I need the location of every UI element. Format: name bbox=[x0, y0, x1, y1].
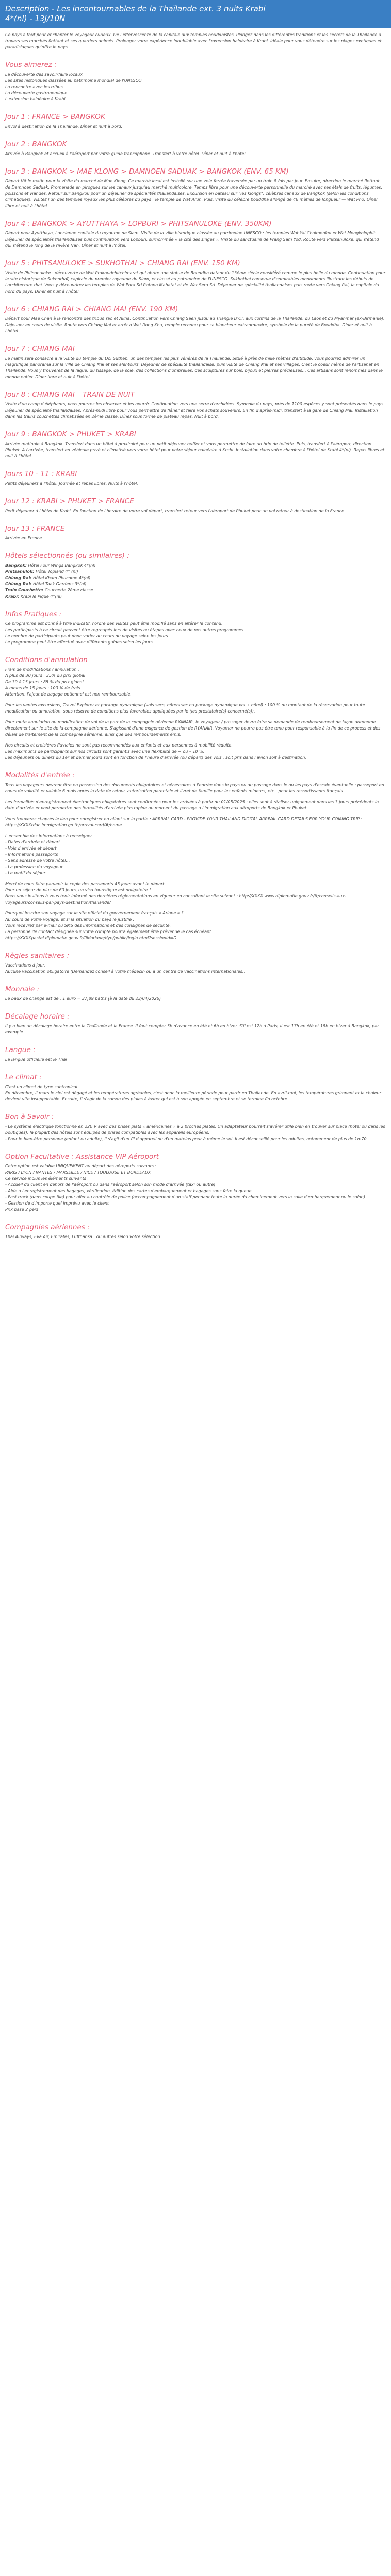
section-paragraph: En décembre, il mars le ciel est dégagé et les températures agréables, c'est donc la meilleure période pour partir en Thaïlande. En avril-mai, les températures grimpent et la chaleur devient vite insupportable. Ensuite, il s'agit de la saison des pluies à éviter qui est à son apogée en septembre et se termine fin octobre. bbox=[5, 1091, 381, 1101]
section-title: Conditions d'annulation bbox=[5, 656, 88, 664]
section-title: Jour 7 : CHIANG MAI bbox=[5, 345, 75, 353]
section-title: Jour 5 : PHITSANULOKE > SUKHOTHAI > CHIANG RAI (ENV. 150 KM) bbox=[5, 259, 240, 267]
hotel-name: Hôtel Taak Gardens 3*(nl) bbox=[32, 582, 87, 586]
block-line: Pour toute annulation ou modification de vol de la part de la compagnie aérienne RYANAIR, le voyageur / passager devra faire sa demande de remboursement de façon autonome directement sur le site de la compagnie aérienne. S'agissant d'une exigence de gestion de RYANAIR, Voyamar ne pourra pas être tenu pour responsable à la fin de ce process et des délais de traitement de la compagnie aérienne, ainsi que des remboursements émis. bbox=[5, 720, 381, 737]
hotel-row bbox=[5, 575, 386, 581]
block-line: - La profession du voyageur bbox=[5, 865, 63, 869]
section-title: Monnaie : bbox=[5, 985, 40, 993]
hotel-city: Train Couchette: bbox=[5, 588, 44, 592]
page-banner bbox=[0, 0, 391, 28]
section bbox=[5, 610, 386, 646]
section-paragraph: La langue officielle est le Thaï bbox=[5, 1057, 67, 1062]
section-block bbox=[5, 910, 386, 941]
section-title: Jour 3 : BANGKOK > MAE KLONG > DAMNOEN SADUAK > BANGKOK (ENV. 65 KM) bbox=[5, 167, 289, 176]
section bbox=[5, 771, 386, 941]
section-title: Jour 4 : BANGKOK > AYUTTHAYA > LOPBURI > PHITSANULOKE (ENV. 350KM) bbox=[5, 219, 272, 228]
section-paragraph: - Aide à l'enregistrement des bagages, vérification, édition des cartes d'embarquement et bagages sans faire la queue bbox=[5, 1189, 252, 1193]
hotel-name: Hôtel Kham Phucome 4*(nl) bbox=[32, 575, 91, 580]
block-line: Frais de modifications / annulation : bbox=[5, 667, 79, 672]
section-paragraph: Arrivée matinale à Bangkok. Transfert dans un hôtel à proximité pour un petit déjeuner buffet et vous permettre de faire un brin de toilette. Puis, transfert à l'aéroport, direction Phuket. A l'arrivée, transfert en véhicule privé et climatisé vers votre hôtel pour votre séjour balnéaire à Krabi. Installation dans votre chambre à l'hôtel de Krabi 4*(nl). Repas libres et nuit à l'hôtel. bbox=[5, 442, 385, 459]
hotel-row bbox=[5, 587, 386, 594]
section-title: Jour 12 : KRABI > PHUKET > FRANCE bbox=[5, 497, 134, 505]
page bbox=[0, 0, 391, 1271]
section-title: Hôtels sélectionnés (ou similaires) : bbox=[5, 552, 129, 560]
section-paragraph: Envol à destination de la Thaïlande. Dîner et nuit à bord. bbox=[5, 124, 123, 129]
section bbox=[5, 430, 386, 460]
section-paragraph: Arrivée en France. bbox=[5, 536, 43, 540]
hotel-name: Hôtel Four Wings Bangkok 4*(nl) bbox=[28, 563, 96, 568]
section-line: Aucune vaccination obligatoire (Demandez conseil à votre médecin ou à un centre de vaccinations internationales). bbox=[5, 969, 246, 974]
section-paragraph: Prix base 2 pers bbox=[5, 1207, 39, 1212]
block-line: Les maximums de participants sur nos circuits sont garantis avec une flexibilité de + ou – 10 %. bbox=[5, 749, 205, 754]
block-line: De 30 à 15 jours : 85 % du prix global bbox=[5, 680, 84, 684]
block-line: https://XXXXpastel.diplomatie.gouv.fr/fildariane/dyn/public/login.html?sessionId=D bbox=[5, 936, 177, 940]
section bbox=[5, 61, 386, 103]
section-title: Règles sanitaires : bbox=[5, 952, 70, 960]
section-title: Bon à Savoir : bbox=[5, 1113, 54, 1121]
section-block bbox=[5, 702, 386, 715]
section bbox=[5, 167, 386, 209]
section-block bbox=[5, 799, 386, 811]
section-title: Jour 6 : CHIANG RAI > CHIANG MAI (ENV. 190 KM) bbox=[5, 305, 178, 313]
section-line: Vaccinations à jour. bbox=[5, 963, 45, 968]
section bbox=[5, 1046, 386, 1063]
section-title: Option Facultative : Assistance VIP Aéroport bbox=[5, 1153, 159, 1161]
section-block bbox=[5, 833, 386, 876]
section-title: Jour 2 : BANGKOK bbox=[5, 140, 67, 148]
section-title: Le climat : bbox=[5, 1073, 42, 1081]
block-line: - Sans adresse de votre hôtel… bbox=[5, 858, 70, 863]
section-block bbox=[5, 742, 386, 761]
section-title: Vous aimerez : bbox=[5, 61, 57, 69]
section-line: Les participants à ce circuit peuvent être regroupés lors de visites ou étapes avec ceux de nos autres programmes. bbox=[5, 628, 245, 632]
section-block bbox=[5, 816, 386, 828]
section bbox=[5, 219, 386, 249]
block-line: Tous les voyageurs devront être en possession des documents obligatoires et nécessaires à l'entrée dans le pays ou au passage dans le ou les pays d'escale éventuelle : passeport en cours de validité et valable 6 mois après la date de retour, autorisation parentale et livret de famille pour les enfants mineurs, etc…pour les ressortissants français. bbox=[5, 783, 384, 793]
block-line: Pourquoi inscrire son voyage sur le site officiel du gouvernement français « Ariane » ? bbox=[5, 911, 184, 916]
section-line: La découverte des savoir-faire locaux bbox=[5, 72, 83, 77]
block-line: Nous vous invitons à vous tenir informé des dernières réglementations en vigueur en consultant le site suivant : http://XXXX.www.diplomatie.gouv.fr/fr/conseils-aux-voyageurs/conseils-par-pays-destination/thailande/ bbox=[5, 894, 346, 905]
section-paragraph: Ce service inclus les éléments suivants : bbox=[5, 1176, 89, 1181]
section-line: Ce programme est donné à titre indicatif, l'ordre des visites peut être modifié sans en altérer le contenu. bbox=[5, 621, 223, 626]
intro-paragraph: Ce pays a tout pour enchanter le voyageur curieux. De l'effervescente de la capitale aux temples bouddhistes. Plongez dans les différentes traditions et les secrets de la Thaïlande à travers ses marchés flottant et ses quartiers animés. Prolonger votre expérience inoubliable avec l'extension balnéaire à Krabi, idéale pour vous détendre sur les plages exotiques et paradisiaques qu'offre le pays. bbox=[5, 32, 382, 49]
section-paragraph: - Accueil du client en dehors de l'aéroport ou dans l'aéroport selon son mode d'arrivée (taxi ou autre) bbox=[5, 1182, 216, 1187]
block-line: A plus de 30 jours : 35% du prix global bbox=[5, 673, 86, 678]
banner-title-line1: Description - Les incontournables de la Thaïlande ext. 3 nuits Krabi bbox=[5, 4, 266, 13]
section-paragraph: Thaï Airways, Eva Air, Emirates, Lufthansa…ou autres selon votre sélection bbox=[5, 1234, 160, 1239]
block-line: Nos circuits et croisières fluviales ne sont pas recommandés aux enfants et aux personnes à mobilité réduite. bbox=[5, 743, 233, 748]
section-title: Jour 1 : FRANCE > BANGKOK bbox=[5, 113, 105, 121]
hotel-city: Bangkok: bbox=[5, 563, 27, 568]
section bbox=[5, 345, 386, 380]
block-line: Les déjeuners ou dîners du 1er et dernier jours sont en fonction de l'heure d'arrivée (ou départ) des vols : soit pris dans l'avion soit à destination. bbox=[5, 755, 306, 760]
block-line: - Dates d'arrivée et départ bbox=[5, 840, 60, 844]
section-paragraph: Visite de Phitsanuloke : découverte de Wat Prakoudchitchimarat qui abrite une statue de Bouddha datant du 13ème siècle considéré comme le plus belle du monde. Continuation pour le site historique de Sukhothaï, capitale du premier royaume du Siam, et classé au patrimoine de l'UNESCO. Sukhothaï conserve d'admirables monuments illustrant les débuts de l'architecture thaï. Vous y découvrirez les temples de Wat Phra Sri Ratana Mahatat et de Wat Sera Sri. Déjeuner de spécialité thaïlandaises puis route vers Chiang Rai, la capitale du nord du pays. Dîner et nuit à l'hôtel. bbox=[5, 270, 386, 294]
hotel-city: Krabi: bbox=[5, 594, 20, 599]
hotel-name: Hôtel Topland 4* (nl) bbox=[35, 569, 78, 574]
block-line: Au cours de votre voyage, et si la situation du pays le justifie : bbox=[5, 917, 135, 922]
section-block bbox=[5, 667, 386, 698]
section bbox=[5, 552, 386, 600]
block-line: L'ensemble des informations à renseigner : bbox=[5, 834, 95, 838]
section-title: Compagnies aériennes : bbox=[5, 1223, 90, 1231]
section-paragraph: Le matin sera consacré à la visite du temple du Doi Suthep, un des temples les plus vénérés de la Thaïlande. Situé à près de mille mètres d'altitude, vous pourrez admirer un magnifique panorama sur la ville de Chiang Mai et ses alentours. Déjeuner de spécialité thaïlandaise, puis visite de Chiang Mai et ses villages. C'est le coeur même de l'artisanat en Thaïlande. Vous y trouverez de la laque, du tissage, de la soie, des collections d'ombrelles, des sculptures sur bois, bijoux et pierres précieuses… Ces artisans sont renommés dans le monde entier. Dîner libre et nuit à l'hôtel. bbox=[5, 356, 383, 379]
hotel-row bbox=[5, 563, 386, 569]
section-paragraph: Cette option est valable UNIQUEMENT au départ des aéroports suivants : bbox=[5, 1164, 157, 1168]
section bbox=[5, 113, 386, 130]
section bbox=[5, 656, 386, 761]
section-title: Jour 13 : FRANCE bbox=[5, 524, 65, 533]
section-paragraph: - Fast track (dans coupe file) pour aller au contrôle de police (accompagnement d'un staff pendant toute la durée du cheminement vers la salle d'embarquement ou le salon) bbox=[5, 1195, 365, 1199]
section-paragraph: Petit déjeuner à l'hôtel de Krabi. En fonction de l'horaire de votre vol départ, transfert retour vers l'aéroport de Phuket pour un vol retour à destination de la France. bbox=[5, 509, 346, 513]
section-line: Les sites historiques classées au patrimoine mondial de l'UNESCO bbox=[5, 78, 142, 83]
block-line: Vous recevrez par e-mail ou SMS des informations et des consignes de sécurité. bbox=[5, 923, 171, 928]
section-paragraph: Arrivée à Bangkok et accueil à l'aéroport par votre guide francophone. Transfert à votre hôtel. Dîner et nuit à l'hôtel. bbox=[5, 151, 247, 156]
section bbox=[5, 952, 386, 975]
hotel-row bbox=[5, 581, 386, 587]
section-paragraph: - Pour le bien-être personne (enfant ou adulte), il s'agit d'un fil d'appareil ou d'un matelas pour à même le sol. Il est déconseillé pour les adultes, notamment de plus de 1m70. bbox=[5, 1137, 368, 1141]
hotel-city: Chiang Rai: bbox=[5, 582, 32, 586]
section-paragraph: PARIS / LYON / NANTES / MARSEILLE / NICE / TOULOUSE ET BORDEAUX bbox=[5, 1170, 151, 1175]
section bbox=[5, 1012, 386, 1036]
section-line: Le nombre de participants peut donc varier au cours du voyage selon les jours. bbox=[5, 634, 170, 638]
hotel-city: Chiang Rai: bbox=[5, 575, 32, 580]
hotel-city: Phitsanulok: bbox=[5, 569, 35, 574]
section bbox=[5, 985, 386, 1002]
section-paragraph: C'est un climat de type subtropical. bbox=[5, 1084, 79, 1089]
section-paragraph: Visite d'un camp d'éléphants, vous pourrez les observer et les nourrir. Continuation vers une serre d'orchidées. Symbole du pays, près de 1100 espèces y sont présentés dans le pays. Déjeuner de spécialité thaïlandaises. Après-midi libre pour vous permettre de flâner et faire vos achats souvenirs. En fin d'après-midi, transfert à la gare de Chiang Mai. Installation dans les trains couchettes climatisées en 2ème classe. Dîner sous forme de plateau repas. Nuit à bord. bbox=[5, 402, 385, 419]
block-line: - Informations passeports bbox=[5, 852, 58, 857]
section-block bbox=[5, 881, 386, 906]
banner-title-line2: 4*(nl) - 13J/10N bbox=[5, 14, 66, 23]
section bbox=[5, 1223, 386, 1240]
sections-container bbox=[5, 61, 386, 1240]
section-paragraph: - Gestion de d'Importe quel imprévu avec le client bbox=[5, 1201, 109, 1206]
section-block bbox=[5, 719, 386, 738]
section bbox=[5, 391, 386, 420]
section-line: L'extension balnéaire à Krabi bbox=[5, 97, 66, 101]
block-line: Attention, l'ajout de bagage optionnel est non remboursable. bbox=[5, 692, 132, 697]
block-line: Pour un séjour de plus de 60 jours, un visa touristique est obligatoire ! bbox=[5, 888, 151, 892]
section-title: Infos Pratiques : bbox=[5, 610, 62, 618]
section bbox=[5, 305, 386, 334]
hotel-row bbox=[5, 594, 386, 600]
section-paragraph: Le baux de change est de : 1 euro = 37,89 baths (à la date du 23/04/2026) bbox=[5, 996, 161, 1001]
block-line: Vous trouverez ci-après le lien pour enregistrer en allant sur la partie : ARRIVAL CARD - PROVIDE YOUR THAILAND DIGITAL ARRIVAL CARD DETAILS FOR YOUR COMING TRIP : https://XXXXtdac.immigration.go.th/arrival-card/#/home bbox=[5, 817, 363, 827]
block-line: - Vols d'arrivée et départ bbox=[5, 846, 57, 851]
section-paragraph: Départ pour Ayutthaya, l'ancienne capitale du royaume de Siam. Visite de la ville historique classée au patrimoine UNESCO : les temples Wat Yai Chaimonkol et Wat Mongkolophit. Déjeuner de spécialités thaïlandaises puis continuation vers Lopburi, surnommée « la cité des singes ». Visite du sanctuaire de Prang Sam Yod. Route vers Phitsanuloke, qui s'étend qui s'étend le long de la rivière Nan. Dîner et nuit à l'hôtel. bbox=[5, 231, 379, 248]
section bbox=[5, 1113, 386, 1142]
section bbox=[5, 1153, 386, 1213]
block-line: Les formalités d'enregistrement électroniques obligatoires sont confirmées pour les arrivées à partir du 01/05/2025 : elles sont à réaliser uniquement dans les 3 jours précédents la date d'arrivée et vont permettre des formalités d'arrivée plus rapide au moment du passage à l'immigration aux aéroports de Bangkok et Phuket. bbox=[5, 800, 379, 810]
section-block bbox=[5, 782, 386, 794]
section-paragraph: - Le système électrique fonctionne en 220 V avec des prises plats « américaines » à 2 broches plates. Un adaptateur pourrait s'avérer utile bien en trouver sur place (hôtel ou dans les boutiques), la plupart des hôtels sont équipés de prises compatibles avec les appareils européens. bbox=[5, 1124, 385, 1135]
section-line: Le programme peut être effectué avec différents guides selon les jours. bbox=[5, 640, 154, 645]
hotel-row bbox=[5, 569, 386, 575]
section-line: La rencontre avec les tribus bbox=[5, 84, 63, 89]
hotel-name: Krabi le Pique 4*(nl) bbox=[20, 594, 62, 599]
section bbox=[5, 497, 386, 514]
block-line: La personne de contact désignée sur votre compte pourra également être prévenue le cas échéant. bbox=[5, 929, 213, 934]
section-title: Jour 8 : CHIANG MAI – TRAIN DE NUIT bbox=[5, 391, 135, 399]
section-paragraph: Il y a bien un décalage horaire entre la Thaïlande et la France. Il faut compter 5h d'avance en été et 6h en hiver. S'il est 12h à Paris, il est 17h en été et 18h en hiver à Bangkok, par exemple. bbox=[5, 1024, 379, 1035]
section bbox=[5, 259, 386, 295]
section-title: Jour 9 : BANGKOK > PHUKET > KRABI bbox=[5, 430, 136, 438]
main-content bbox=[0, 28, 391, 1240]
section-line: La découverte gastronomique bbox=[5, 91, 68, 95]
section-paragraph: Départ pour Mae Chan à la rencontre des tribus Yao et Akha. Continuation vers Chiang Saen jusqu'au Triangle D'Or, aux confins de la Thaïlande, du Laos et du Myanmar (ex-Birmanie). Déjeuner en cours de visite. Route vers Chiang Mai et arrêt à Wat Rong Khu, temple reconnu pour sa blancheur extraordinaire, symbole de la pureté de Bouddha. Dîner et nuit à l'hôtel. bbox=[5, 316, 385, 333]
block-line: Merci de nous faire parvenir la copie des passeports 45 jours avant le départ. bbox=[5, 882, 166, 886]
section-paragraph: Petits déjeuners à l'hôtel. Journée et repas libres. Nuits à l'hôtel. bbox=[5, 481, 138, 486]
section-title: Jours 10 - 11 : KRABI bbox=[5, 470, 77, 478]
section bbox=[5, 524, 386, 541]
section-paragraph: Départ tôt le matin pour la visite du marché de Mae Klong. Ce marché local est installé sur une voie ferrée traversée par un train 8 fois par jour. Ensuite, direction le marché flottant de Damnoen Saduak. Promenade en pirogues sur les canaux jusqu'au marché multicolore. Temps libre pour une découverte personnelle du marché avec ses étals de fruits, légumes, poissons et viandes. Retour sur Bangkok pour un déjeuner de spécialités thaïlandaises. Excursion en bateau sur "les klongs", célèbres canaux de Bangkok (selon les conditions climatiques). Visitez l'un des temples royaux les plus célèbres du pays : le temple de Wat Arun. Puis, visite du célèbre bouddha allongé de 46 mètres de longueur — Wat Pho. Dîner libre et nuit à l'hôtel. bbox=[5, 179, 382, 208]
section-title: Langue : bbox=[5, 1046, 36, 1054]
block-line: Pour les ventes excursions, Travel Explorer et package dynamique (vols secs, hôtels sec ou package dynamique vol + hôtel) : 100 % du montant de la réservation pour toute modification ou annulation, sous réserve de conditions plus favorables appliquées par le (les prestataire(s) concerné(s)). bbox=[5, 703, 365, 714]
section-title: Modalités d'entrée : bbox=[5, 771, 75, 779]
section-title: Décalage horaire : bbox=[5, 1012, 70, 1021]
hotel-name: Couchette 2ème classe bbox=[44, 588, 93, 592]
section bbox=[5, 140, 386, 157]
block-line: - Le motif du séjour bbox=[5, 871, 46, 875]
section bbox=[5, 1073, 386, 1103]
section bbox=[5, 470, 386, 487]
block-line: A moins de 15 jours : 100 % de frais bbox=[5, 686, 80, 690]
